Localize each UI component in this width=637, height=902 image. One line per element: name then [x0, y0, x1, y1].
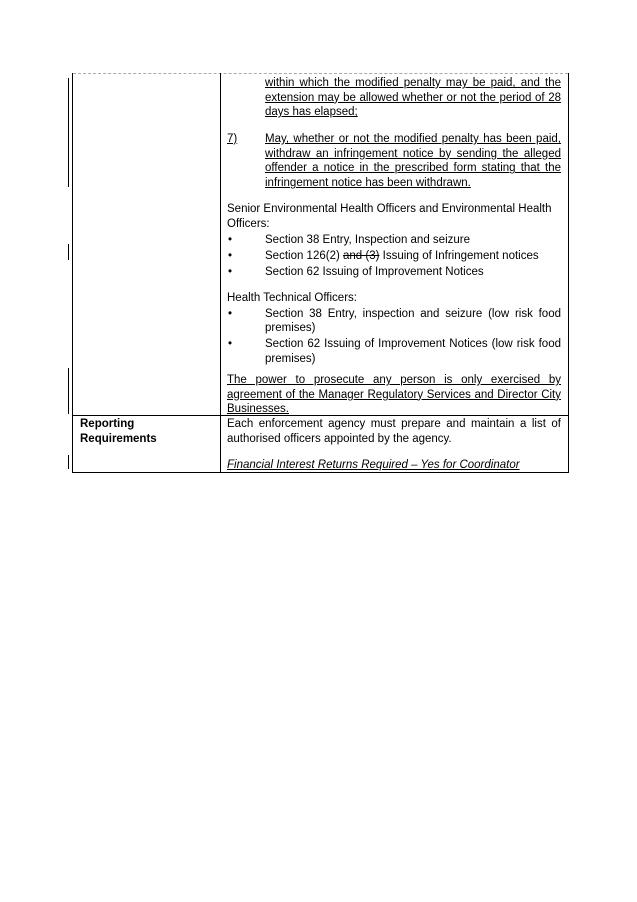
- change-bar-1: [68, 78, 69, 187]
- list-item-text: Section 38 Entry, inspection and seizure (low risk food premises): [265, 307, 561, 335]
- list-item-text: Section 62 Issuing of Improvement Notices: [265, 265, 484, 278]
- reporting-label-line1: Reporting: [80, 418, 135, 430]
- clause-7-number: 7): [227, 133, 238, 145]
- bullet-icon: •: [228, 265, 233, 278]
- health-technical-section: [227, 291, 561, 367]
- list-item: [227, 249, 561, 264]
- change-bar-3: [68, 368, 69, 414]
- list-item: [227, 233, 561, 248]
- health-technical-list: [227, 307, 561, 367]
- bullet-icon: •: [228, 234, 233, 247]
- clause-7-text: May, whether or not the modified penalty has been paid, withdraw an infringement notice by sending the alleged offender a notice in the prescribed form stating that the infringement notice has been withdrawn.: [265, 133, 561, 190]
- health-technical-heading: Health Technical Officers:: [227, 292, 357, 304]
- prosecution-clause: The power to prosecute any person is only exercised by agreement of the Manager Regulatory Services and Director City Businesses.: [227, 374, 561, 416]
- struck-text: and (3): [343, 250, 380, 263]
- list-item-text: Section 126(2): [265, 250, 343, 263]
- change-bar-2: [68, 244, 69, 260]
- list-item-text: Section 62 Issuing of Improvement Notices (low risk food premises): [265, 338, 561, 365]
- bullet-icon: •: [228, 338, 233, 351]
- list-item-text-end: Issuing of Infringement notices: [379, 250, 539, 263]
- list-item-text: Section 38 Entry, Inspection and seizure: [265, 234, 470, 247]
- reporting-requirements-label: [80, 417, 157, 446]
- list-item: [227, 265, 561, 280]
- list-item: [227, 307, 561, 336]
- reporting-requirements-text: Each enforcement agency must prepare and maintain a list of authorised officers appointed by the agency.: [227, 418, 561, 445]
- delegation-table: [72, 73, 569, 473]
- table-top-edge: [73, 73, 568, 74]
- senior-officers-list: [227, 233, 561, 279]
- senior-officers-heading: Senior Environmental Health Officers and Environmental Health Officers:: [227, 203, 552, 230]
- change-bar-4: [68, 455, 69, 469]
- bullet-icon: •: [228, 307, 233, 320]
- column-divider: [220, 73, 221, 472]
- financial-interest-returns: Financial Interest Returns Required – Yes for Coordinator: [227, 459, 520, 471]
- reporting-label-line2: Requirements: [80, 432, 157, 445]
- list-item: [227, 337, 561, 366]
- continued-clause: within which the modified penalty may be paid, and the extension may be allowed whether or not the period of 28 days has elapsed;: [265, 77, 561, 119]
- senior-officers-section: [227, 202, 561, 280]
- clause-7: [227, 132, 561, 192]
- bullet-icon: •: [228, 250, 233, 263]
